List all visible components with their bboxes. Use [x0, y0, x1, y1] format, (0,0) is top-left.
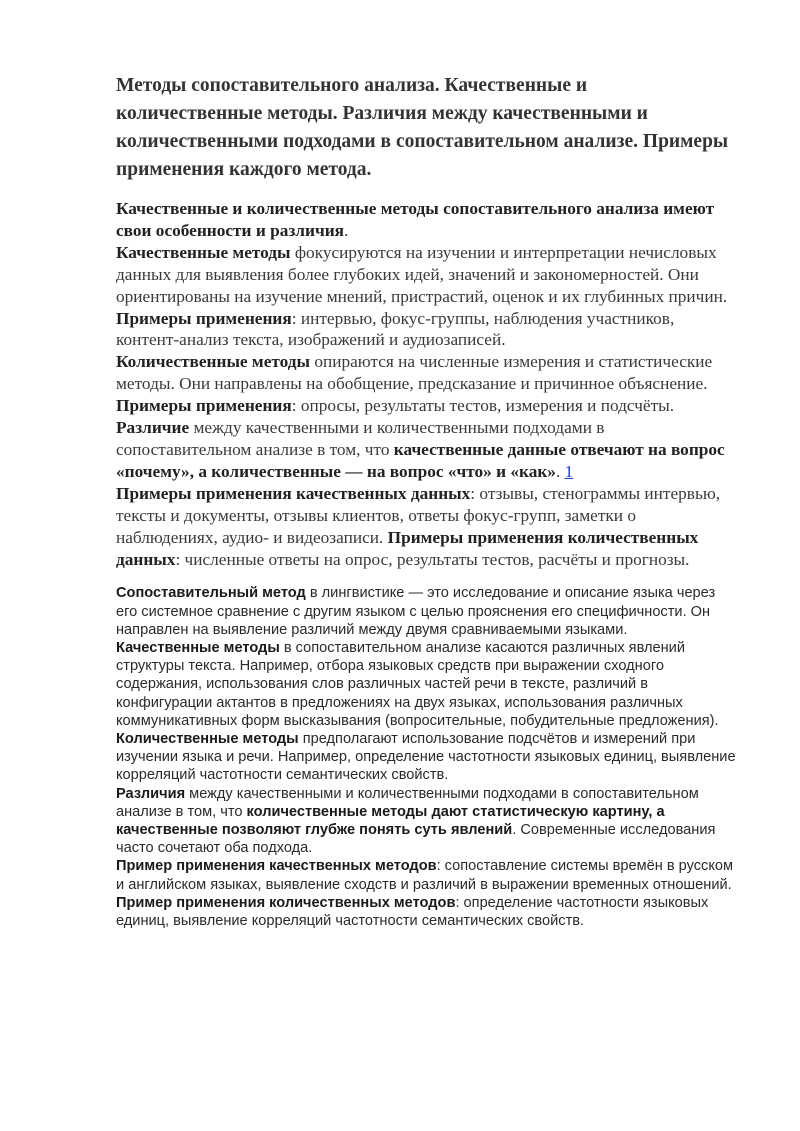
sans-qualitative-bold: Качественные методы: [116, 640, 280, 657]
sans-example-qualitative-text: : сопоставление системы времён в русском и английском языках, выявление сходств и различий в выражении временных отношений.: [116, 858, 734, 893]
sans-example-quantitative-text: : определение частотности языковых единиц, выявление корреляций частотности семантических свойств.: [116, 894, 709, 930]
difference-bold-statement: качественные данные отвечают на вопрос «почему», а количественные — на вопрос «что» и «как»: [116, 439, 725, 481]
quantitative-text: опираются на численные измерения и статистические методы. Они направлены на обобщение, предсказание и причинное объяснение.: [116, 352, 713, 394]
quantitative-example-bold: Примеры применения: [116, 396, 292, 416]
quantitative-example-text: : опросы, результаты тестов, измерения и подсчёты.: [291, 396, 675, 416]
examples-qualitative-text: : отзывы, стенограммы интервью, тексты и документы, отзывы клиентов, ответы фокус-групп, заметки о наблюдениях, аудио- и видеозаписи.: [116, 483, 721, 547]
qualitative-bold: Качественные методы: [116, 242, 291, 262]
sans-difference-bold: Различия: [116, 785, 186, 802]
sans-section: [116, 584, 736, 930]
document-title: Методы сопоставительного анализа. Качественные и количественные методы. Различия между качественными и количественными подходами в сопоставительном анализе. Примеры применения каждого метода.: [116, 75, 729, 180]
qualitative-example-text: : интервью, фокус-группы, наблюдения участников, контент-анализ текста, изображений и аудиозаписей.: [116, 308, 675, 350]
comparative-method-paragraph: [116, 584, 736, 639]
sans-difference-paragraph: [116, 785, 736, 858]
lead-bold: Качественные и количественные методы сопоставительного анализа имеют свои особенности и различия: [116, 199, 715, 240]
sans-qualitative-paragraph: [116, 639, 736, 730]
lead-paragraph: [116, 198, 736, 242]
qualitative-text: фокусируются на изучении и интерпретации нечисловых данных для выявления более глубоких идей, значений и закономерностей. Они ориентированы на изучение мнений, пристрастий, оценок и их глубинных причин.: [116, 242, 728, 306]
lead-end: .: [344, 220, 349, 240]
examples-quantitative-bold: Примеры применения количественных данных: [116, 527, 699, 569]
sans-examples-paragraph: [116, 857, 736, 930]
difference-bold: Различие: [116, 418, 190, 438]
serif-section: [116, 198, 736, 570]
comparative-text: в лингвистике — это исследование и описание языка через его системное сравнение с другим языком с целью прояснения его специфичности. Он направлен на выявление различий между двумя сравниваемыми языками.: [116, 585, 716, 638]
sans-difference-bold-statement: количественные методы дают статистическую картину, а качественные позволяют глубже понять суть явлений: [116, 803, 665, 839]
sans-difference-end: . Современные исследования часто сочетают оба подхода.: [116, 822, 716, 857]
qualitative-example-bold: Примеры применения: [116, 308, 292, 328]
examples-paragraph: [116, 483, 736, 571]
sans-qualitative-text: в сопоставительном анализе касаются различных явлений структуры текста. Например, отбора языковых средств при выражении сходного содержания, использования слов различных частей речи в тексте, различий в конфигурации актантов в предложениях на двух языках, использования различных коммуникативных форм высказывания (вопросительные, побудительные предложения).: [116, 640, 719, 729]
difference-text: между качественными и количественными подходами в сопоставительном анализе в том, что: [116, 418, 605, 459]
sans-example-quantitative-bold: Пример применения количественных методов: [116, 894, 456, 911]
sans-quantitative-paragraph: [116, 730, 736, 785]
sans-quantitative-bold: Количественные методы: [116, 731, 299, 748]
sans-example-qualitative-bold: Пример применения качественных методов: [116, 858, 437, 875]
sans-quantitative-text: предполагают использование подсчётов и измерений при изучении языка и речи. Например, определение частотности языковых единиц, выявление корреляций частотности семантических свойств.: [116, 731, 736, 784]
sans-difference-text: между качественными и количественными подходами в сопоставительном анализе в том, что: [116, 785, 699, 820]
examples-quantitative-text: : численные ответы на опрос, результаты тестов, расчёты и прогнозы.: [175, 549, 690, 569]
difference-paragraph: [116, 417, 736, 483]
examples-qualitative-bold: Примеры применения качественных данных: [116, 483, 471, 503]
comparative-bold: Сопоставительный метод: [116, 585, 306, 602]
qualitative-paragraph: [116, 242, 736, 352]
quantitative-paragraph: [116, 351, 736, 417]
difference-end: .: [555, 461, 565, 481]
document-page: [116, 72, 736, 930]
quantitative-bold: Количественные методы: [116, 352, 310, 372]
footnote-link[interactable]: 1: [564, 461, 574, 481]
